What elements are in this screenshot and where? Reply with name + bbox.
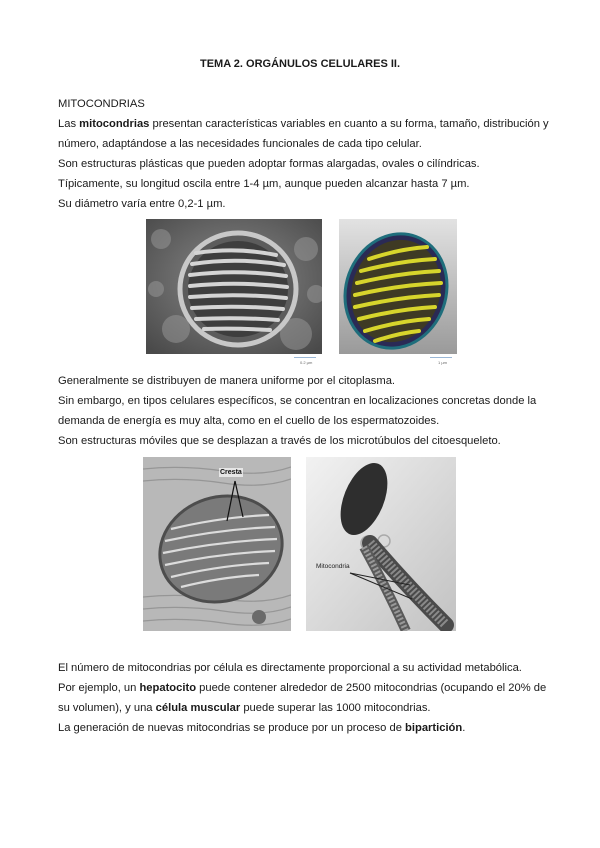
text-line: Las mitocondrias presentan características variables en cuanto a su forma, tamaño, distribución y xyxy=(58,118,549,130)
sperm-mitochondria-image xyxy=(306,457,456,631)
text-line: Típicamente, su longitud oscila entre 1-4 µm, aunque pueden alcanzar hasta 7 µm. xyxy=(58,178,470,190)
text-line: Por ejemplo, un hepatocito puede contener alrededor de 2500 mitocondrias (ocupando el 20% de xyxy=(58,682,547,694)
crista-label: Cresta xyxy=(220,469,242,476)
text-line: Su diámetro varía entre 0,2-1 µm. xyxy=(58,198,226,210)
scale-label-left: 0.2 µm xyxy=(300,360,313,365)
text-line: Son estructuras móviles que se desplazan a través de los microtúbulos del citoesqueleto. xyxy=(58,435,501,447)
text-line: su volumen), y una célula muscular puede superar las 1000 mitocondrias. xyxy=(58,702,431,714)
tem-colored-mitochondria-image xyxy=(339,219,457,354)
text-line: El número de mitocondrias por célula es directamente proporcional a su actividad metabólica. xyxy=(58,662,522,674)
sem-mitochondria-image xyxy=(146,219,322,354)
text-line: Son estructuras plásticas que pueden adoptar formas alargadas, ovales o cilíndricas. xyxy=(58,158,480,170)
scale-label-right: 1 µm xyxy=(438,360,447,365)
mitocondria-label: Mitocondria xyxy=(316,563,350,570)
section-heading: MITOCONDRIAS xyxy=(58,98,145,110)
tem-crista-image xyxy=(143,457,291,631)
term-hepatocito: hepatocito xyxy=(139,682,197,694)
text-line: Sin embargo, en tipos celulares específicos, se concentran en localizaciones concretas donde la xyxy=(58,395,537,407)
number-section xyxy=(58,658,548,738)
text-line: demanda de energía es muy alta, como en el cuello de los espermatozoides. xyxy=(58,415,440,427)
scale-bar-left xyxy=(294,357,316,358)
text-line: La generación de nuevas mitocondrias se produce por un proceso de bipartición. xyxy=(58,722,466,734)
term-celula-muscular: célula muscular xyxy=(155,702,241,714)
distribution-section xyxy=(58,371,548,451)
intro-section xyxy=(58,94,548,214)
term-biparticion: bipartición xyxy=(405,722,463,734)
scale-bar-right xyxy=(430,357,452,358)
text-line: número, adaptándose a las necesidades funcionales de cada tipo celular. xyxy=(58,138,422,150)
page-title: TEMA 2. ORGÁNULOS CELULARES II. xyxy=(199,58,401,70)
text-line: Generalmente se distribuyen de manera uniforme por el citoplasma. xyxy=(58,375,396,387)
term-mitocondrias: mitocondrias xyxy=(79,118,150,130)
